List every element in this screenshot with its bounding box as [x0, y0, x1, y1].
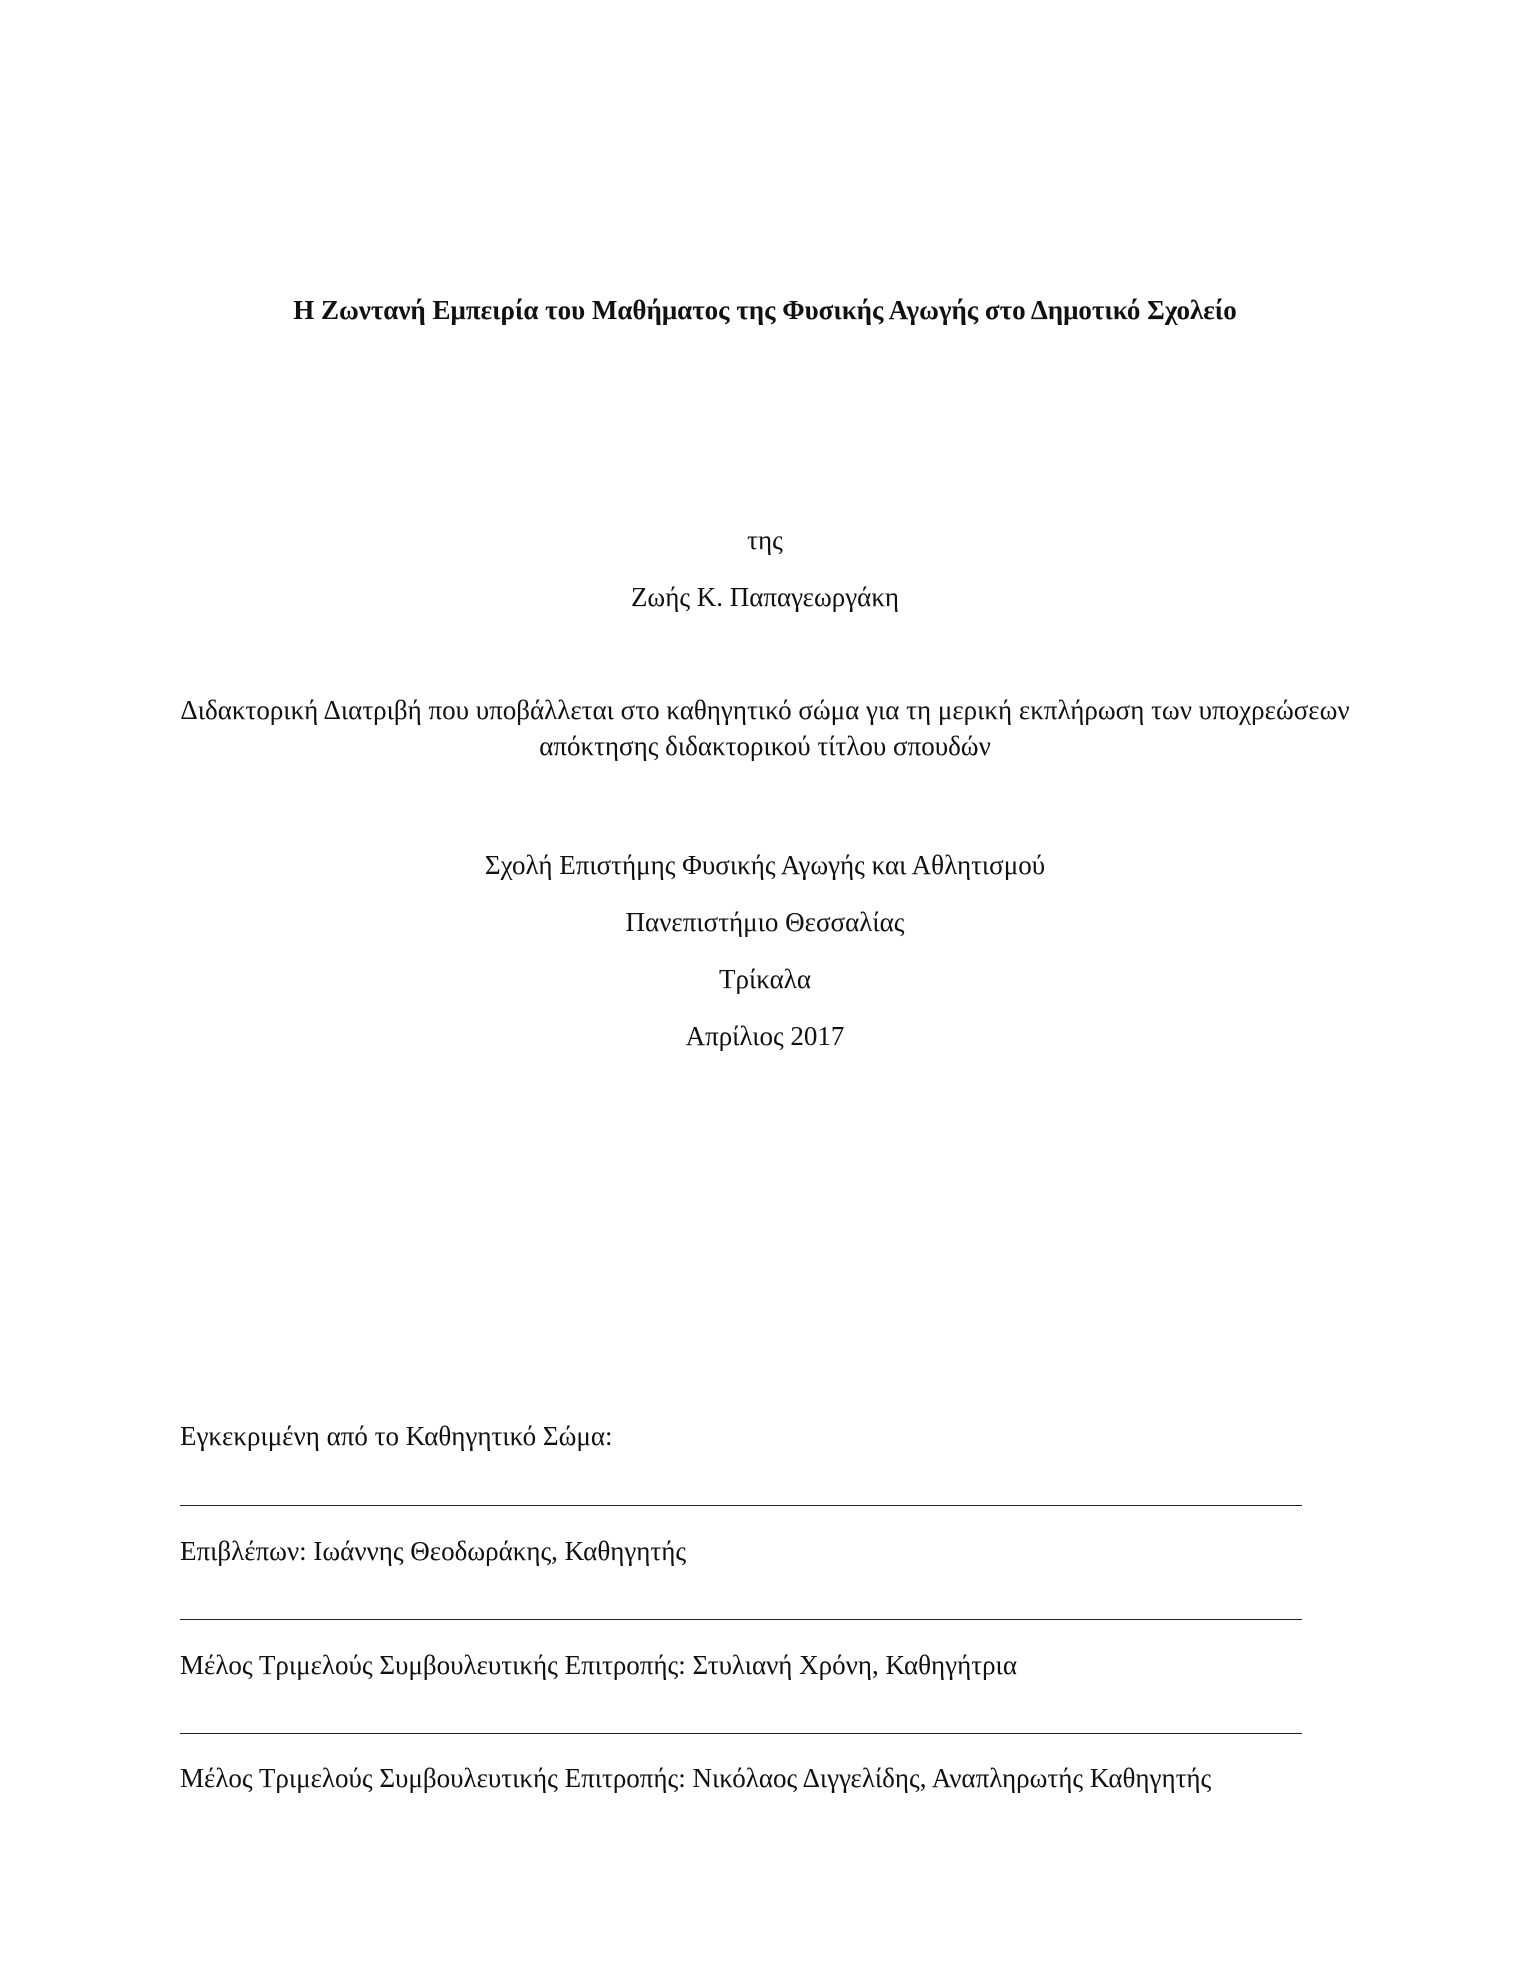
- author-name: Ζωής Κ. Παπαγεωργάκη: [630, 582, 900, 612]
- thesis-title: Η Ζωντανή Εμπειρία του Μαθήματος της Φυσικής Αγωγής στο Δημοτικό Σχολείο: [293, 295, 1237, 325]
- signature-line: [180, 1619, 1302, 1620]
- city-name: Τρίκαλα: [719, 964, 811, 994]
- submission-date: Απρίλιος 2017: [685, 1021, 845, 1051]
- signature-line: [180, 1733, 1302, 1734]
- school-name: Σχολή Επιστήμης Φυσικής Αγωγής και Αθλητισμού: [484, 850, 1046, 880]
- thesis-purpose: Διδακτορική Διατριβή που υποβάλλεται στο καθηγητικό σώμα για τη μερική εκπλήρωση των υποχρεώσεων απόκτησης διδακτορικού τίτλου σπουδών: [180, 695, 1350, 761]
- by-label: της: [747, 525, 783, 555]
- signature-line: [180, 1505, 1302, 1506]
- signatory-supervisor: Επιβλέπων: Ιωάννης Θεοδωράκης, Καθηγητής: [180, 1536, 687, 1566]
- approval-heading: Εγκεκριμένη από το Καθηγητικό Σώμα:: [180, 1421, 613, 1451]
- signatory-committee-member: Μέλος Τριμελούς Συμβουλευτικής Επιτροπής: Νικόλαος Διγγελίδης, Αναπληρωτής Καθηγητής: [180, 1763, 1212, 1793]
- university-name: Πανεπιστήμιο Θεσσαλίας: [625, 907, 905, 937]
- signatory-committee-member: Μέλος Τριμελούς Συμβουλευτικής Επιτροπής: Στυλιανή Χρόνη, Καθηγήτρια: [180, 1650, 1017, 1680]
